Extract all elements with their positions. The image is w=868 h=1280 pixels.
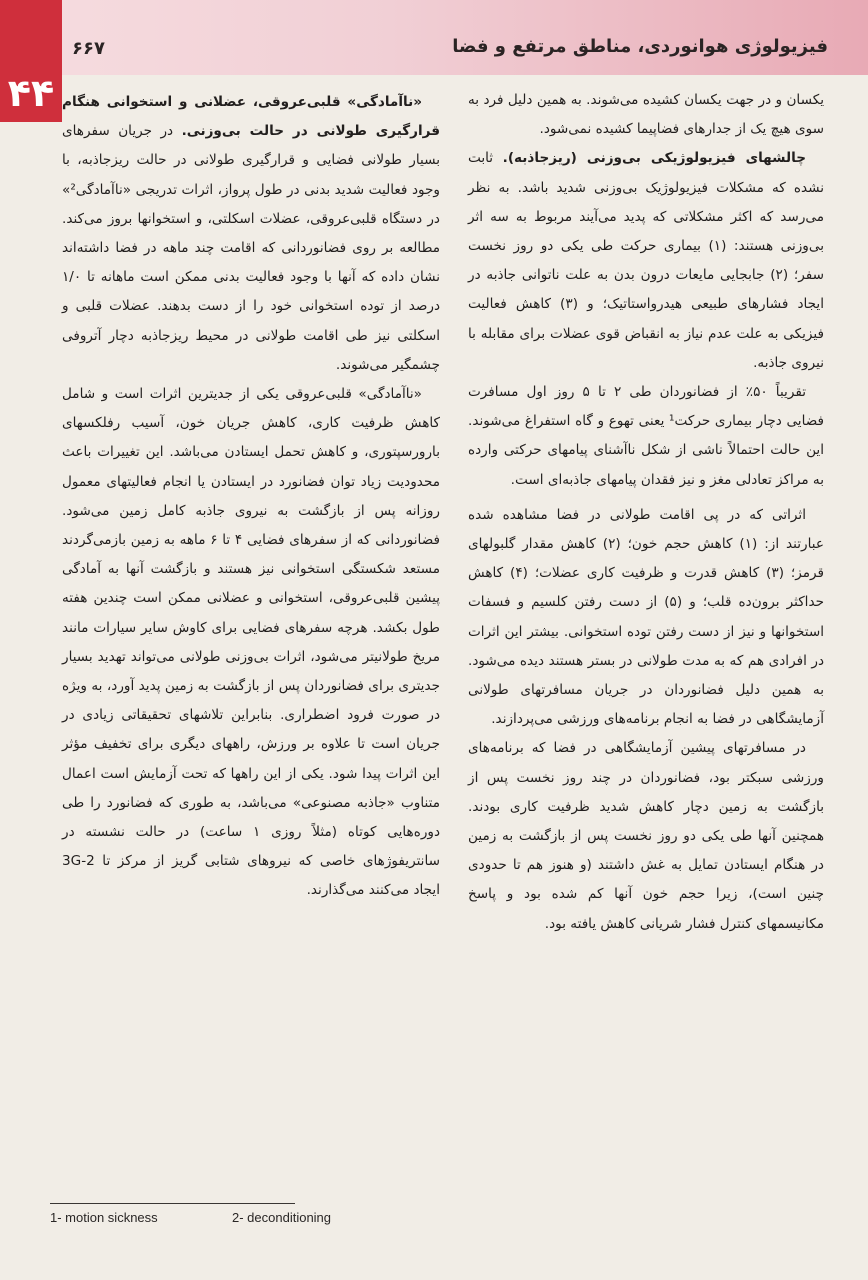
footnote-2: 2- deconditioning [232,1210,332,1225]
chapter-number: ۴۴ [7,71,55,115]
section-heading: «ناآمادگی» قلبی‌عروقی، عضلانی و استخوانی هنگام قرارگیری طولانی در حالت بی‌وزنی. [62,94,440,140]
paragraph [468,144,824,378]
chapter-tab [0,0,62,122]
paragraph: در مسافرتهای پیشین آزمایشگاهی در فضا که برنامه‌های ورزشی سبکتر بود، فضانوردان در چند روز نخست پس از بازگشت به زمین دچار کاهش شدید ظرفیت کاری بودند. همچنین آنها طی یکی دو روز نخست پس از بازگشت به زمین در هنگام ایستادن تمایل به غش داشتند (و هنوز هم تا حدودی چنین است)، زیرا حجم خون آنها کم شده بود و پاسخ مکانیسمهای کنترل فشار شریانی کاهش یافته بود. [468,740,824,932]
paragraph-body: در جریان سفرهای بسیار طولانی فضایی و قرارگیری طولانی در حالت ریزجاذبه، با وجود فعالیت شدید بدنی در طول پرواز، اثرات تدریجی «ناآمادگی²» در دستگاه قلبی‌عروقی، عضلات اسکلتی، و استخوانها بروز می‌کند. مطالعه بر روی فضانوردانی که اقامت چند ماهه در فضا داشته‌اند نشان داده که آنها با وجود فعالیت بدنی ممکن است ماهانه تا ۱/۰ درصد از توده استخوانی خود را از دست بدهند. عضلات قلبی و اسکلتی نیز طی اقامت طولانی در محیط ریزجاذبه دچار آتروفی چشمگیر می‌شوند. [62,123,440,373]
paragraph [62,88,440,380]
paragraph-body: ثابت نشده که مشکلات فیزیولوژیک بی‌وزنی شدید باشد. به نظر می‌رسد که اکثر مشکلاتی که پدید می‌آیند مربوط به سه اثر بی‌وزنی هستند: (۱) بیماری حرکت طی یکی دو روز نخست سفر؛ (۲) جابجایی مایعات درون بدن به علت ناتوانی جاذبه در ایجاد فشارهای طبیعی هیدرواستاتیک؛ و (۳) کاهش فعالیت فیزیکی به علت عدم نیاز به انقباض قوی عضلات برای مقابله با نیروی جاذبه. [468,150,824,371]
right-column [468,86,824,939]
section-heading: چالشهای فیزیولوژیکی بی‌وزنی (ریزجاذبه). [502,150,806,167]
paragraph: یکسان و در جهت یکسان کشیده می‌شوند. به همین دلیل فرد به سوی هیچ یک از جدارهای فضاپیما کشیده نمی‌شود. [468,92,824,138]
paragraph: «ناآمادگی» قلبی‌عروقی یکی از جدیترین اثرات است و شامل کاهش ظرفیت کاری، کاهش جریان خون، آسیب رفلکسهای بارورسپتوری، و کاهش تحمل ایستادن می‌باشد. این تغییرات باعث محدودیت زیاد توان فضانورد در ایستادن یا انجام فعالیتهای معمول روزانه پس از بازگشت به نیروی جاذبه کامل زمین می‌شود. فضانوردانی که از سفرهای فضایی ۴ تا ۶ ماهه به زمین بازمی‌گردند مستعد شکستگی استخوانی نیز هستند و بازگشت آنها به آمادگی پیشین قلبی‌عروقی، استخوانی و عضلانی ممکن است چندین هفته طول بکشد. هرچه سفرهای فضایی برای کاوش سایر سیارات مانند مریخ طولانیتر می‌شود، اثرات بی‌وزنی طولانی می‌تواند تهدید بسیار جدیتری برای فضانوردان پس از بازگشت به زمین پدید آورد، به ویژه در صورت فرود اضطراری. بنابراین تلاشهای تحقیقاتی زیادی در جریان است تا علاوه بر ورزش، راههای دیگری برای تخفیف مؤثر این اثرات پیدا شود. یکی از این راهها که تحت آزمایش است اعمال متناوب «جاذبه مصنوعی» می‌باشد، به طوری که فضانورد را طی دوره‌هایی کوتاه (مثلاً روزی ۱ ساعت) در حالت نشسته در سانتریفوژهای خاصی که نیروهای شتابی گریز از مرکز تا 2-3G ایجاد می‌کنند می‌گذارند. [62,386,440,899]
page-number: ۶۶۷ [72,38,105,59]
running-title: فیزیولوژی هوانوردی، مناطق مرتفع و فضا [452,36,828,57]
paragraph: تقریباً ۵۰٪ از فضانوردان طی ۲ تا ۵ روز اول مسافرت فضایی دچار بیماری حرکت¹ یعنی تهوع و گاه استفراغ می‌شوند. این حالت احتمالاً ناشی از شکل ناآشنای پیامهای حرکتی وارده به مراکز تعادلی مغز و نیز فقدان پیامهای جاذبه‌ای است. [468,384,825,488]
footnote-1: 1- motion sickness [50,1210,158,1225]
left-column [62,88,440,906]
paragraph: اثراتی که در پی اقامت طولانی در فضا مشاهده شده عبارتند از: (۱) کاهش حجم خون؛ (۲) کاهش مقدار گلبولهای قرمز؛ (۳) کاهش قدرت و ظرفیت کاری عضلات؛ (۴) کاهش حداکثر برون‌ده قلب؛ و (۵) از دست رفتن کلسیم و فسفات استخوانها و نیز از دست رفتن توده استخوانی. بیشتر این اثرات در افرادی هم که به مدت طولانی در بستر هستند دیده می‌شود. به همین دلیل فضانوردان در جریان مسافرتهای طولانی آزمایشگاهی در فضا به انجام برنامه‌های ورزشی می‌پردازند. [468,506,824,728]
footnote-divider [50,1203,295,1204]
